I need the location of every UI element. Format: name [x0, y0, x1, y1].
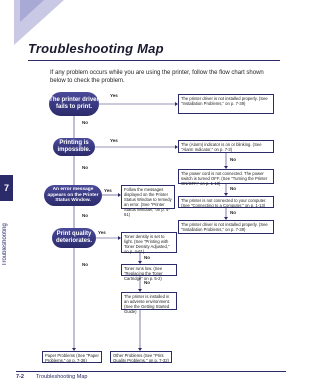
intro-text: If any problem occurs while you are using the printer, follow the flow chart shown below to check the problem.	[50, 70, 264, 84]
page-title: Troubleshooting Map	[28, 41, 164, 56]
result-box: Other Problems (See "Print Quality Problems," on p. 7-32)	[110, 351, 172, 363]
no-label: No	[144, 255, 150, 260]
result-box: Paper Problems (See "Paper Problems," on p. 7-36)	[42, 351, 102, 363]
result-box: The power cord is not connected. The power switch is turned OFF. (See "Turning the Printer ON/OFF," on p. 1-10)	[178, 169, 274, 184]
question-printing-impossible: Printing is impossible.	[53, 138, 95, 156]
no-label: No	[82, 165, 88, 170]
no-label: No	[144, 280, 150, 285]
question-print-quality: Print quality deteriorates.	[52, 228, 96, 248]
question-error-message: An error message appears on the Printer Status Window.	[44, 185, 102, 206]
no-label: No	[82, 262, 88, 267]
start-oval: The printer driver fails to print.	[49, 92, 99, 116]
chapter-label: Troubleshooting	[2, 223, 8, 267]
no-label: No	[82, 120, 88, 125]
result-box: The printer is not connected to your computer. (See "Connecting to a Computer," on p. 1-13)	[178, 196, 274, 208]
chapter-tab: 7	[0, 175, 13, 201]
result-box: The printer driver is not installed properly. (See "Installation Problems," on p. 7-39)	[178, 220, 274, 234]
yes-label: Yes	[110, 93, 118, 98]
result-box: The printer driver is not installed properly. (See "Installation Problems," on p. 7-39)	[178, 94, 274, 114]
yes-label: Yes	[110, 138, 118, 143]
footer-title: Troubleshooting Map	[36, 374, 88, 380]
no-label: No	[230, 210, 236, 215]
no-label: No	[82, 213, 88, 218]
yes-label: Yes	[98, 230, 106, 235]
result-box: Follow the messages displayed on the Printer Status Window to remedy an error. (See "Printer Status Window," on p. 4-61)	[121, 185, 175, 209]
result-box: Toner runs low. (See "Replacing the Toner Cartridge" on p. 5-2)	[121, 264, 177, 276]
result-box: Toner density is set to light. (See "Printing with Toner Density Adjusted," on p. 4-61)	[121, 232, 177, 253]
result-box: The (Alarm) indicator is on or blinking. (See "Alarm Indicator," on p. 7-3)	[178, 140, 274, 153]
no-label: No	[230, 157, 236, 162]
yes-label: Yes	[104, 188, 112, 193]
page-number: 7-2	[16, 374, 24, 380]
footer-rule	[16, 371, 286, 372]
no-label: No	[230, 186, 236, 191]
result-box: The printer is installed in an adverse environment. (See the Getting Started Guide)	[121, 292, 177, 310]
